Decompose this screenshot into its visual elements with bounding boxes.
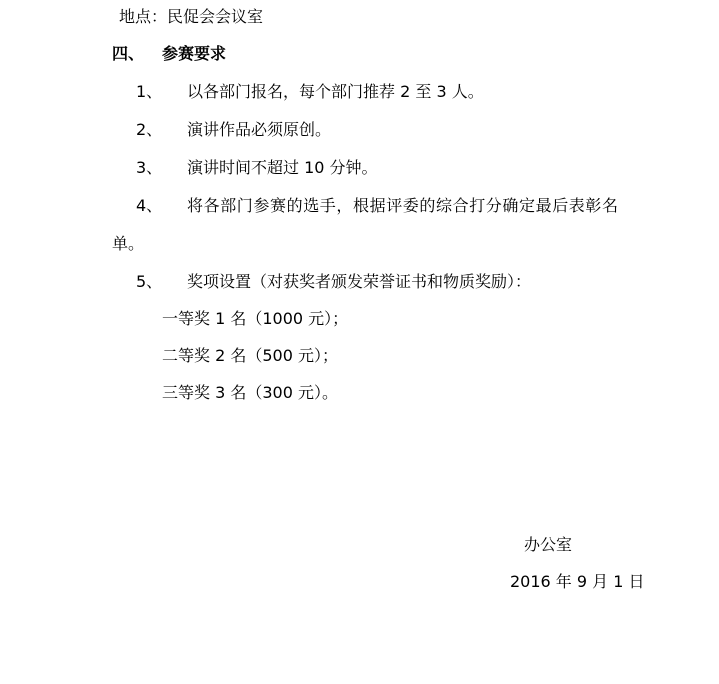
prize-second: 二等奖 2 名（500 元）； <box>162 346 338 365</box>
section-title: 参赛要求 <box>162 44 227 63</box>
section-number: 四、 <box>112 44 145 63</box>
signature-office: 办公室 <box>524 535 573 554</box>
item-2-number: 2、 <box>136 120 163 139</box>
item-5-text: 奖项设置（对获奖者颁发荣誉证书和物质奖励）： <box>187 272 532 291</box>
item-1-number: 1、 <box>136 82 163 101</box>
item-3-number: 3、 <box>136 158 163 177</box>
item-4-continuation: 单。 <box>112 234 145 253</box>
item-5-number: 5、 <box>136 272 163 291</box>
item-1-text: 以各部门报名，每个部门推荐 2 至 3 人。 <box>187 82 484 101</box>
item-4-text: 将各部门参赛的选手，根据评委的综合打分确定最后表彰名 <box>187 196 619 215</box>
item-3-text: 演讲时间不超过 10 分钟。 <box>187 158 378 177</box>
item-4-number: 4、 <box>136 196 163 215</box>
location-line: 地点：民促会会议室 <box>119 7 264 26</box>
prize-third: 三等奖 3 名（300 元）。 <box>162 383 338 402</box>
prize-first: 一等奖 1 名（1000 元）； <box>162 309 349 328</box>
item-2-text: 演讲作品必须原创。 <box>187 120 332 139</box>
signature-date: 2016 年 9 月 1 日 <box>510 572 645 591</box>
